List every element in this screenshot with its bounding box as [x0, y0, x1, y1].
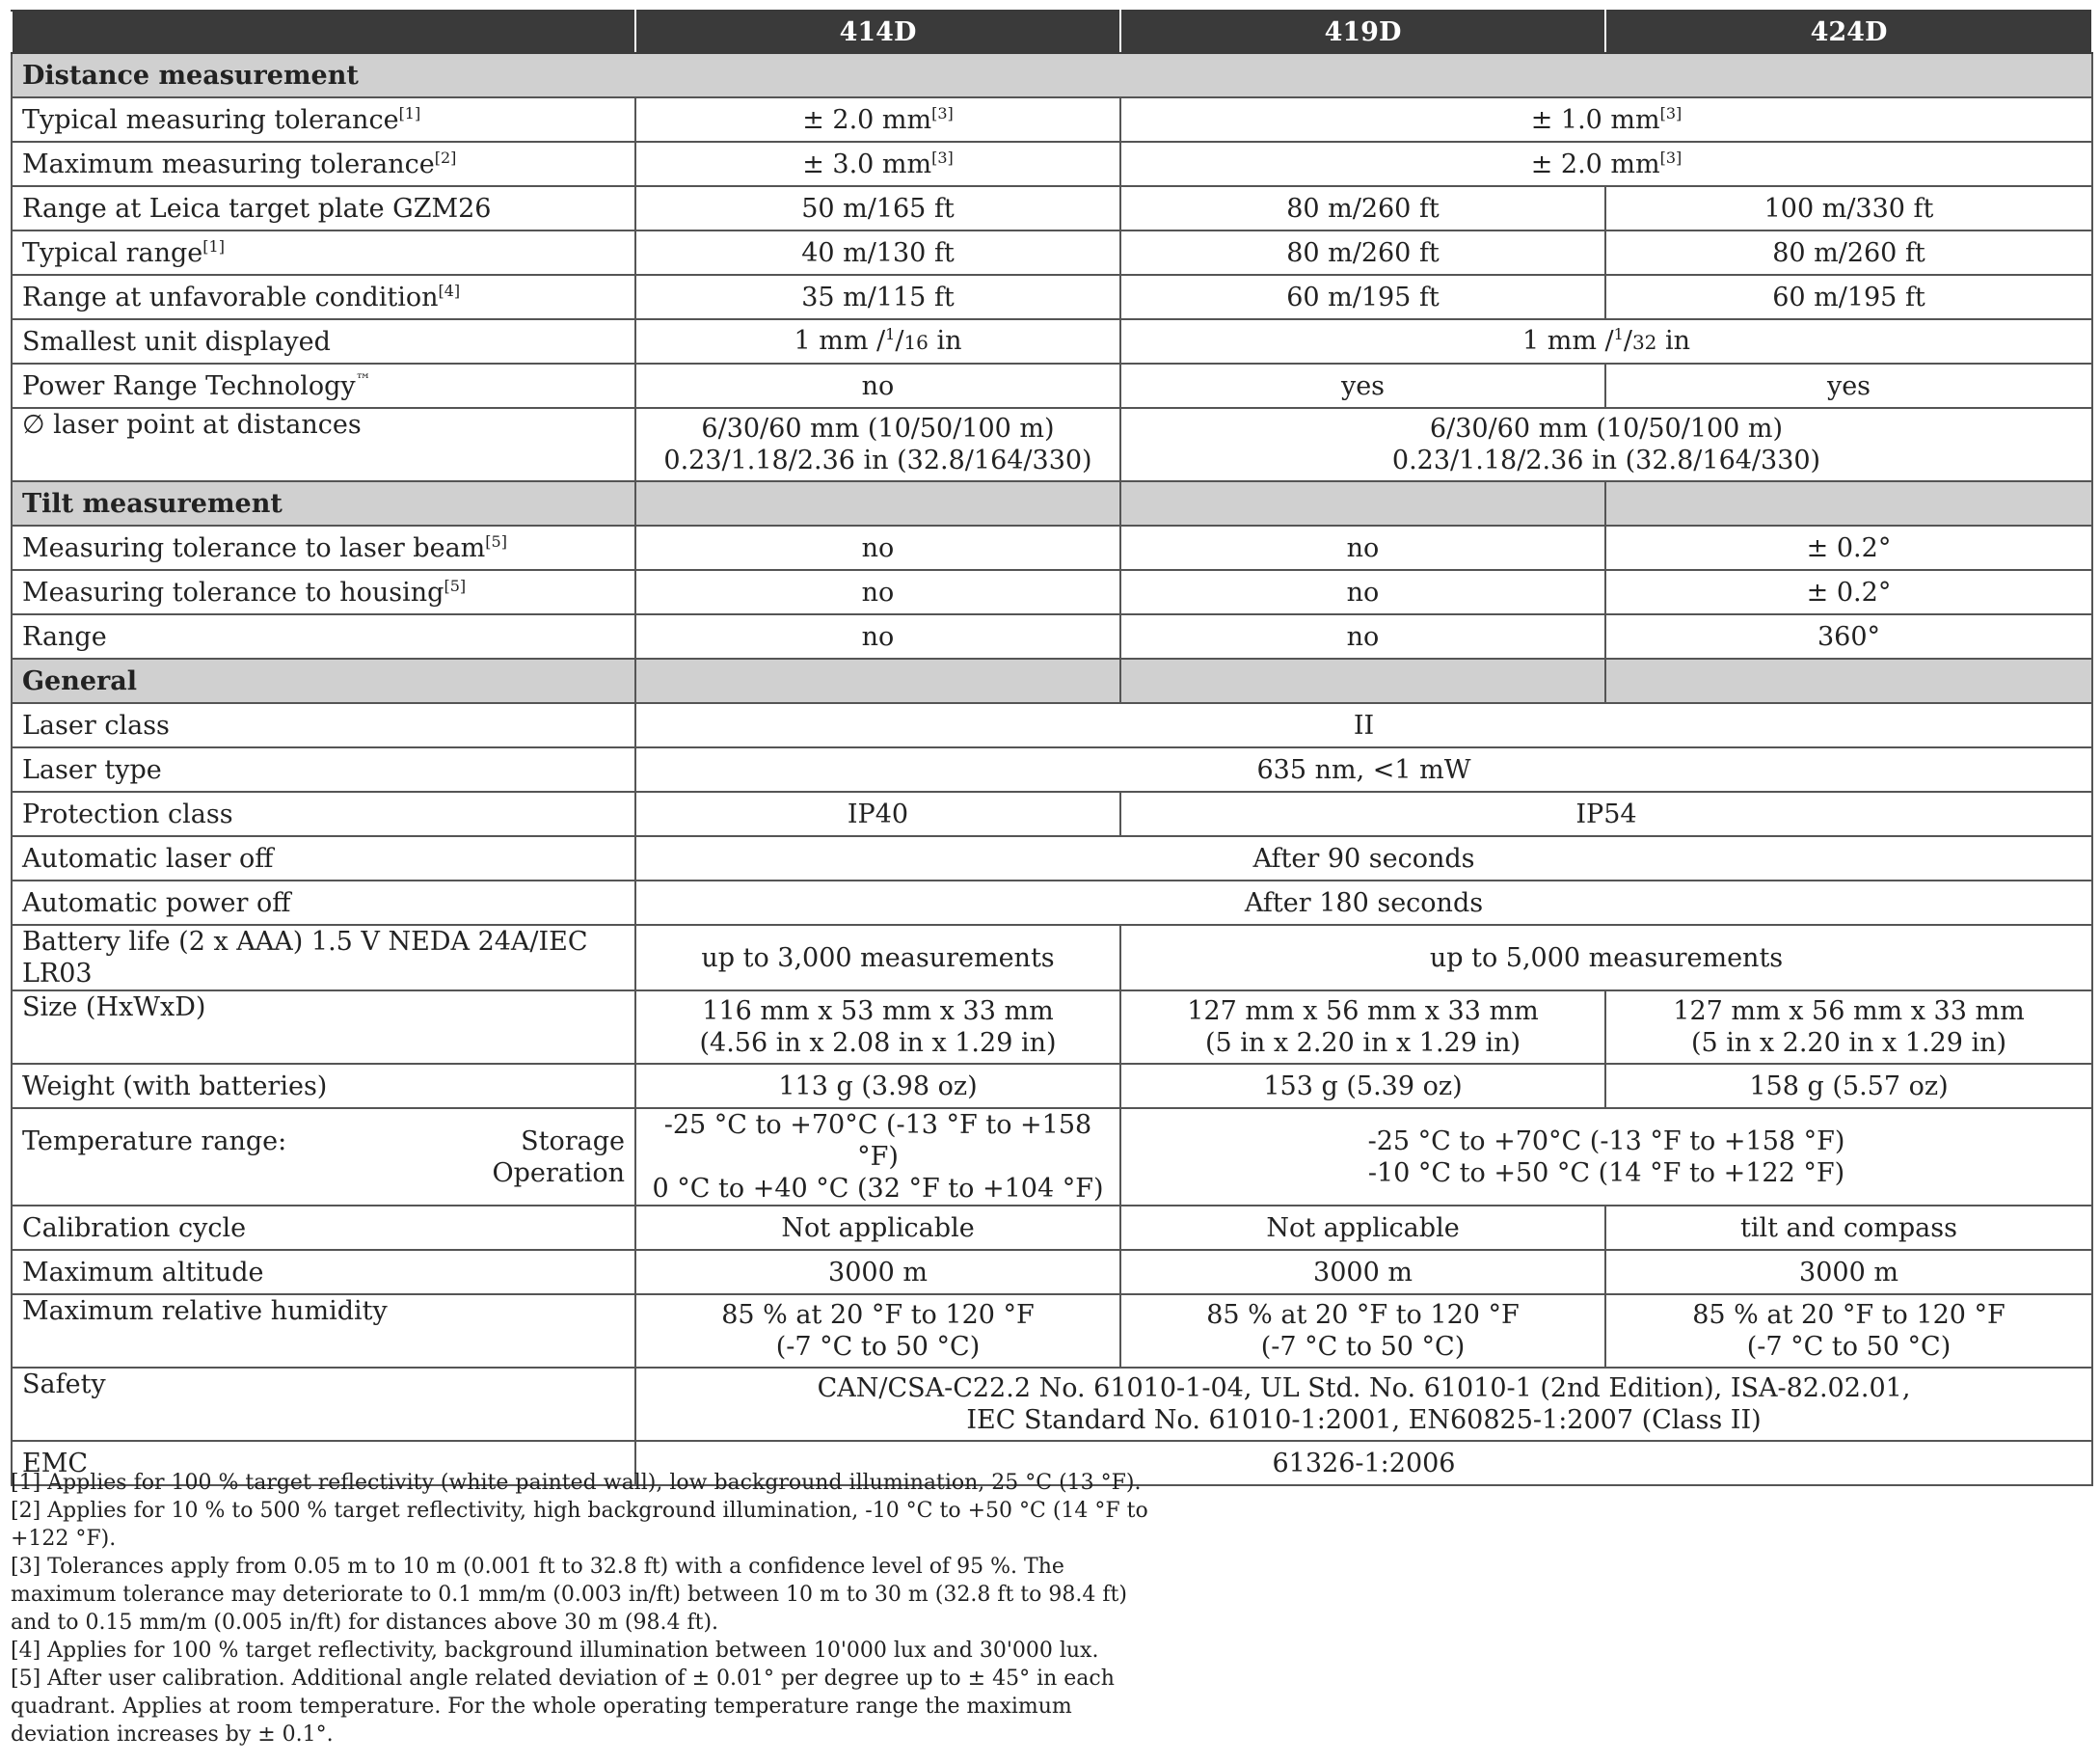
- cell-419d: yes: [1120, 364, 1605, 408]
- row-label: Maximum measuring tolerance[2]: [12, 142, 635, 186]
- table-row: [12, 1064, 2092, 1108]
- table-row: [12, 408, 2092, 481]
- row-label: Range at Leica target plate GZM26: [12, 186, 635, 230]
- table-row: [12, 614, 2092, 659]
- footnote-line: +122 °F).: [11, 1527, 117, 1551]
- table-row: [12, 747, 2092, 792]
- cell-419d: 3000 m: [1120, 1250, 1605, 1294]
- footnote-line: quadrant. Applies at room temperature. For the whole operating temperature range the maximum: [11, 1694, 1072, 1719]
- section-row-distance: [12, 53, 2092, 97]
- cell-all: II: [635, 703, 2092, 747]
- table-row: [12, 925, 2092, 990]
- cell-414d: no: [635, 526, 1120, 570]
- cell-414d: ± 3.0 mm[3]: [635, 142, 1120, 186]
- row-label: Maximum relative humidity: [12, 1294, 635, 1368]
- header-424d: 424D: [1605, 11, 2092, 53]
- cell-419d: 85 % at 20 °F to 120 °F (-7 °C to 50 °C): [1120, 1294, 1605, 1368]
- footnote-line: [2] Applies for 10 % to 500 % target reflectivity, high background illumination, -10 °C to +50 °C (14 °F to: [11, 1499, 1148, 1523]
- row-label: Typical range[1]: [12, 230, 635, 275]
- table-row: [12, 990, 2092, 1064]
- table-row: [12, 1108, 2092, 1206]
- table-row: [12, 186, 2092, 230]
- cell-all: After 180 seconds: [635, 881, 2092, 925]
- table-row: [12, 881, 2092, 925]
- table-row: [12, 1206, 2092, 1250]
- row-label: EMC: [12, 1441, 635, 1485]
- section-cell: [1120, 659, 1605, 703]
- cell-414d: ± 2.0 mm[3]: [635, 97, 1120, 142]
- cell-all: CAN/CSA-C22.2 No. 61010-1-04, UL Std. No. 61010-1 (2nd Edition), ISA-82.02.01, IEC Standard No. 61010-1:2001, EN60825-1:2007 (Class II): [635, 1368, 2092, 1441]
- table-row: [12, 275, 2092, 319]
- row-label: Protection class: [12, 792, 635, 836]
- footnote-line: [4] Applies for 100 % target reflectivity, background illumination between 10'000 lux and 30'000 lux.: [11, 1639, 1099, 1663]
- table-row: [12, 142, 2092, 186]
- cell-424d: 60 m/195 ft: [1605, 275, 2092, 319]
- cell-419d: 153 g (5.39 oz): [1120, 1064, 1605, 1108]
- row-label: Battery life (2 x AAA) 1.5 V NEDA 24A/IEC LR03: [12, 925, 635, 990]
- cell-419d-424d: -25 °C to +70°C (-13 °F to +158 °F) -10 °C to +50 °C (14 °F to +122 °F): [1120, 1108, 2092, 1206]
- row-label: Laser class: [12, 703, 635, 747]
- table-row: [12, 1368, 2092, 1441]
- cell-414d: no: [635, 614, 1120, 659]
- spec-table: [11, 10, 2093, 1486]
- section-title: Tilt measurement: [12, 481, 635, 526]
- cell-419d-424d: ± 1.0 mm[3]: [1120, 97, 2092, 142]
- cell-424d: 3000 m: [1605, 1250, 2092, 1294]
- temp-modes: Storage Operation: [492, 1125, 625, 1188]
- footnote-line: [5] After user calibration. Additional angle related deviation of ± 0.01° per degree up to ± 45° in each: [11, 1667, 1115, 1691]
- footnote-line: [1] Applies for 100 % target reflectivity (white painted wall), low background illumination, 25 °C (13 °F).: [11, 1471, 1142, 1495]
- temp-label-text: Temperature range:: [22, 1125, 287, 1156]
- row-label: [12, 1108, 635, 1206]
- cell-424d: 80 m/260 ft: [1605, 230, 2092, 275]
- header-blank: [12, 11, 635, 53]
- table-row: [12, 230, 2092, 275]
- cell-419d: no: [1120, 570, 1605, 614]
- footnote-line: deviation increases by ± 0.1°.: [11, 1722, 334, 1747]
- table-row: [12, 1294, 2092, 1368]
- cell-419d-424d: ± 2.0 mm[3]: [1120, 142, 2092, 186]
- footnote-line: and to 0.15 mm/m (0.005 in/ft) for distances above 30 m (98.4 ft).: [11, 1611, 719, 1635]
- cell-424d: ± 0.2°: [1605, 526, 2092, 570]
- table-row: [12, 97, 2092, 142]
- row-label: Power Range Technology™: [12, 364, 635, 408]
- cell-419d: 80 m/260 ft: [1120, 186, 1605, 230]
- row-label: Automatic power off: [12, 881, 635, 925]
- cell-424d: 100 m/330 ft: [1605, 186, 2092, 230]
- footnotes: [11, 1469, 1148, 1748]
- cell-419d-424d: 1 mm /$^1$/32 in: [1120, 319, 2092, 364]
- cell-419d-424d: up to 5,000 measurements: [1120, 925, 2092, 990]
- cell-414d: -25 °C to +70°C (-13 °F to +158 °F) 0 °C to +40 °C (32 °F to +104 °F): [635, 1108, 1120, 1206]
- cell-419d: no: [1120, 614, 1605, 659]
- header-row: [12, 11, 2092, 53]
- cell-424d: 360°: [1605, 614, 2092, 659]
- cell-414d: no: [635, 364, 1120, 408]
- section-cell: [1120, 481, 1605, 526]
- table-row: [12, 570, 2092, 614]
- row-label: Measuring tolerance to laser beam[5]: [12, 526, 635, 570]
- section-cell: [1605, 659, 2092, 703]
- cell-414d: 40 m/130 ft: [635, 230, 1120, 275]
- row-label: Laser type: [12, 747, 635, 792]
- cell-414d: 113 g (3.98 oz): [635, 1064, 1120, 1108]
- row-label: Typical measuring tolerance[1]: [12, 97, 635, 142]
- table-row: [12, 792, 2092, 836]
- table-row: [12, 364, 2092, 408]
- header-419d: 419D: [1120, 11, 1605, 53]
- section-cell: [1605, 481, 2092, 526]
- row-label: Size (HxWxD): [12, 990, 635, 1064]
- cell-414d: 116 mm x 53 mm x 33 mm (4.56 in x 2.08 in x 1.29 in): [635, 990, 1120, 1064]
- cell-424d: 158 g (5.57 oz): [1605, 1064, 2092, 1108]
- table-row: [12, 703, 2092, 747]
- row-label: Measuring tolerance to housing[5]: [12, 570, 635, 614]
- cell-414d: Not applicable: [635, 1206, 1120, 1250]
- cell-419d-424d: 6/30/60 mm (10/50/100 m) 0.23/1.18/2.36 in (32.8/164/330): [1120, 408, 2092, 481]
- cell-all: 61326-1:2006: [635, 1441, 2092, 1485]
- cell-419d: 60 m/195 ft: [1120, 275, 1605, 319]
- cell-414d: 85 % at 20 °F to 120 °F (-7 °C to 50 °C): [635, 1294, 1120, 1368]
- cell-419d: 80 m/260 ft: [1120, 230, 1605, 275]
- row-label: Calibration cycle: [12, 1206, 635, 1250]
- cell-414d: IP40: [635, 792, 1120, 836]
- cell-all: After 90 seconds: [635, 836, 2092, 881]
- cell-424d: yes: [1605, 364, 2092, 408]
- cell-424d: tilt and compass: [1605, 1206, 2092, 1250]
- section-cell: [635, 481, 1120, 526]
- footnote-line: maximum tolerance may deteriorate to 0.1 mm/m (0.003 in/ft) between 10 m to 30 m (32.8 ft to 98.4 ft): [11, 1583, 1127, 1607]
- section-row-tilt: [12, 481, 2092, 526]
- row-label: Range: [12, 614, 635, 659]
- cell-414d: 1 mm /$^1$/16 in: [635, 319, 1120, 364]
- table-row: [12, 319, 2092, 364]
- cell-414d: 35 m/115 ft: [635, 275, 1120, 319]
- cell-414d: up to 3,000 measurements: [635, 925, 1120, 990]
- cell-424d: ± 0.2°: [1605, 570, 2092, 614]
- cell-414d: no: [635, 570, 1120, 614]
- cell-419d: no: [1120, 526, 1605, 570]
- row-label: Automatic laser off: [12, 836, 635, 881]
- cell-all: 635 nm, <1 mW: [635, 747, 2092, 792]
- cell-419d-424d: IP54: [1120, 792, 2092, 836]
- table-row: [12, 836, 2092, 881]
- row-label: Safety: [12, 1368, 635, 1441]
- row-label: Smallest unit displayed: [12, 319, 635, 364]
- section-title: General: [12, 659, 635, 703]
- section-row-general: [12, 659, 2092, 703]
- table-row: [12, 526, 2092, 570]
- header-414d: 414D: [635, 11, 1120, 53]
- section-title: Distance measurement: [12, 53, 2092, 97]
- cell-424d: 127 mm x 56 mm x 33 mm (5 in x 2.20 in x 1.29 in): [1605, 990, 2092, 1064]
- cell-419d: Not applicable: [1120, 1206, 1605, 1250]
- cell-414d: 3000 m: [635, 1250, 1120, 1294]
- cell-414d: 6/30/60 mm (10/50/100 m) 0.23/1.18/2.36 in (32.8/164/330): [635, 408, 1120, 481]
- table-row: [12, 1250, 2092, 1294]
- footnote-line: [3] Tolerances apply from 0.05 m to 10 m (0.001 ft to 32.8 ft) with a confidence level of 95 %. The: [11, 1555, 1064, 1579]
- row-label: Maximum altitude: [12, 1250, 635, 1294]
- row-label: ∅ laser point at distances: [12, 408, 635, 481]
- cell-424d: 85 % at 20 °F to 120 °F (-7 °C to 50 °C): [1605, 1294, 2092, 1368]
- row-label: Range at unfavorable condition[4]: [12, 275, 635, 319]
- cell-414d: 50 m/165 ft: [635, 186, 1120, 230]
- section-cell: [635, 659, 1120, 703]
- row-label: Weight (with batteries): [12, 1064, 635, 1108]
- cell-419d: 127 mm x 56 mm x 33 mm (5 in x 2.20 in x 1.29 in): [1120, 990, 1605, 1064]
